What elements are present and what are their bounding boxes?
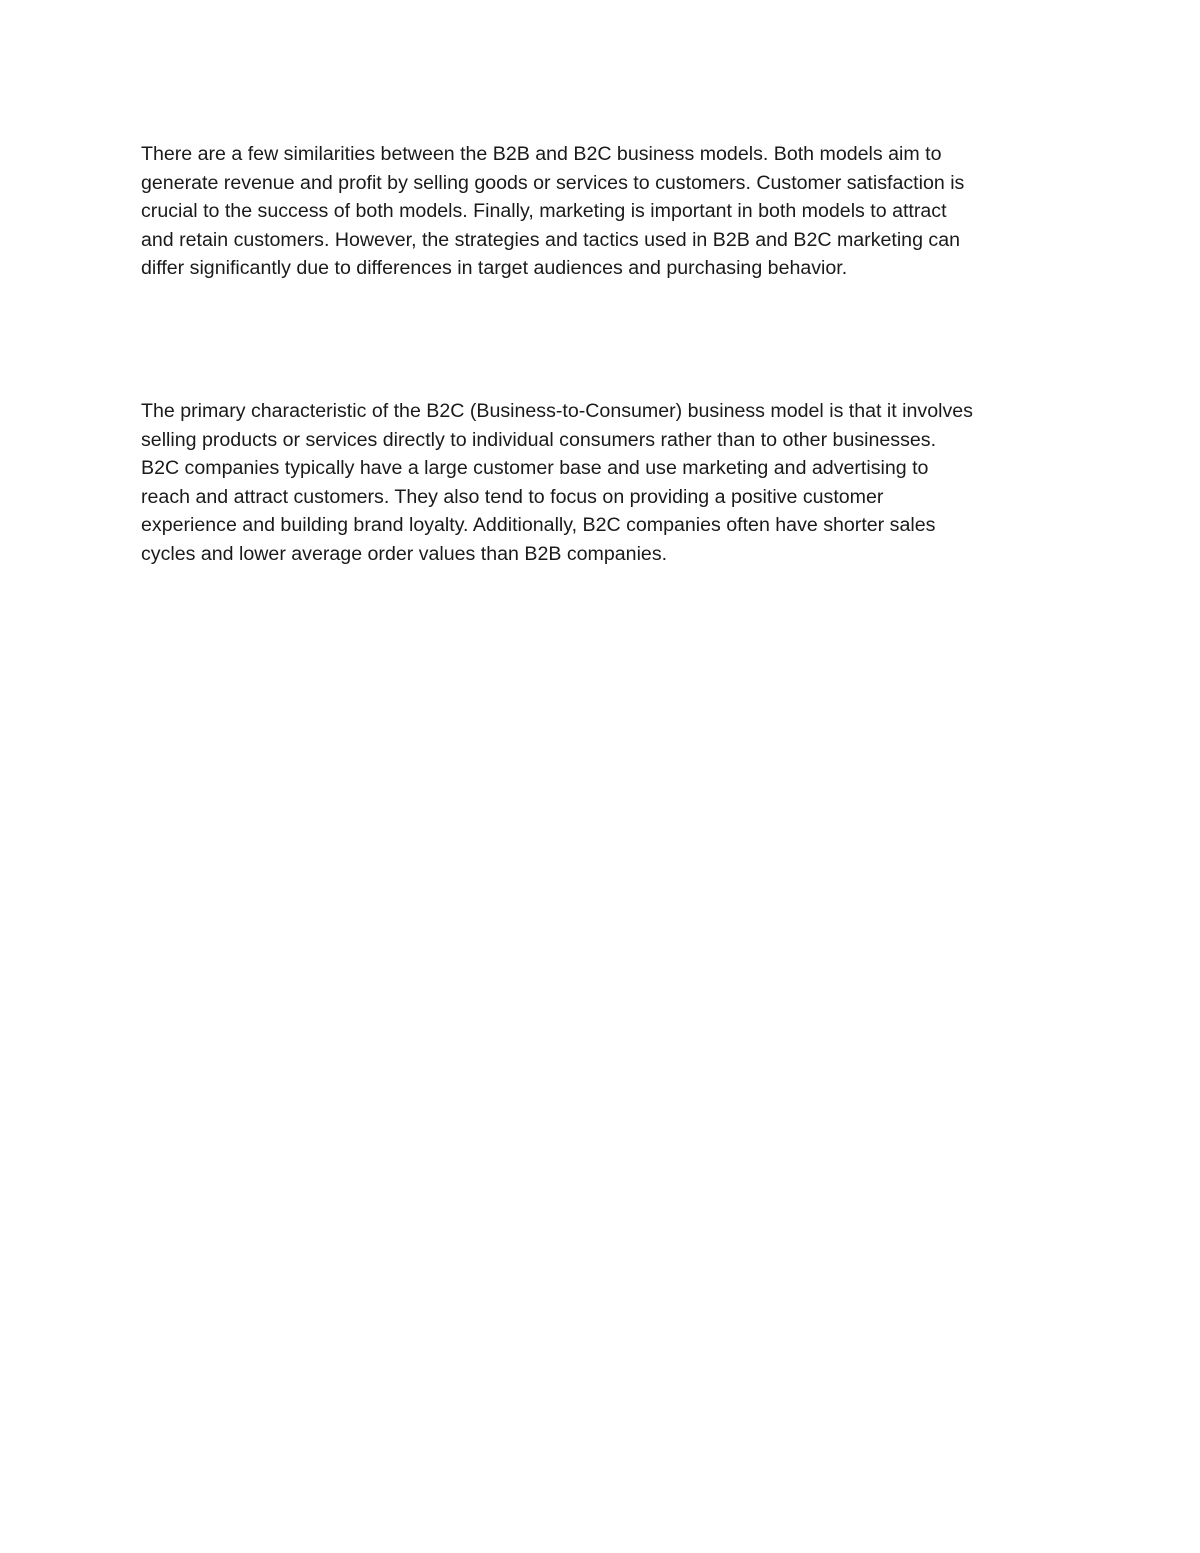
- text-line: reach and attract customers. They also tend to focus on providing a positive customer: [141, 485, 884, 508]
- text-line: generate revenue and profit by selling goods or services to customers. Customer satisfaction is: [141, 171, 965, 194]
- text-line: The primary characteristic of the B2C (Business-to-Consumer) business model is that it involves: [141, 400, 973, 422]
- text-line: B2C companies typically have a large customer base and use marketing and advertising to: [141, 457, 929, 480]
- text-line: There are a few similarities between the B2B and B2C business models. Both models aim to: [141, 143, 942, 165]
- text-line: selling products or services directly to individual consumers rather than to other businesses.: [141, 428, 937, 451]
- text-line: cycles and lower average order values than B2B companies.: [141, 542, 668, 565]
- paragraph-similarities: [141, 140, 1066, 283]
- text-line: crucial to the success of both models. Finally, marketing is important in both models to attract: [141, 200, 947, 223]
- text-line: experience and building brand loyalty. Additionally, B2C companies often have shorter sales: [141, 514, 936, 537]
- text-line: and retain customers. However, the strategies and tactics used in B2B and B2C marketing can: [141, 228, 961, 251]
- paragraph-b2c-characteristic: [141, 397, 1066, 569]
- text-line: differ significantly due to differences in target audiences and purchasing behavior.: [141, 257, 848, 280]
